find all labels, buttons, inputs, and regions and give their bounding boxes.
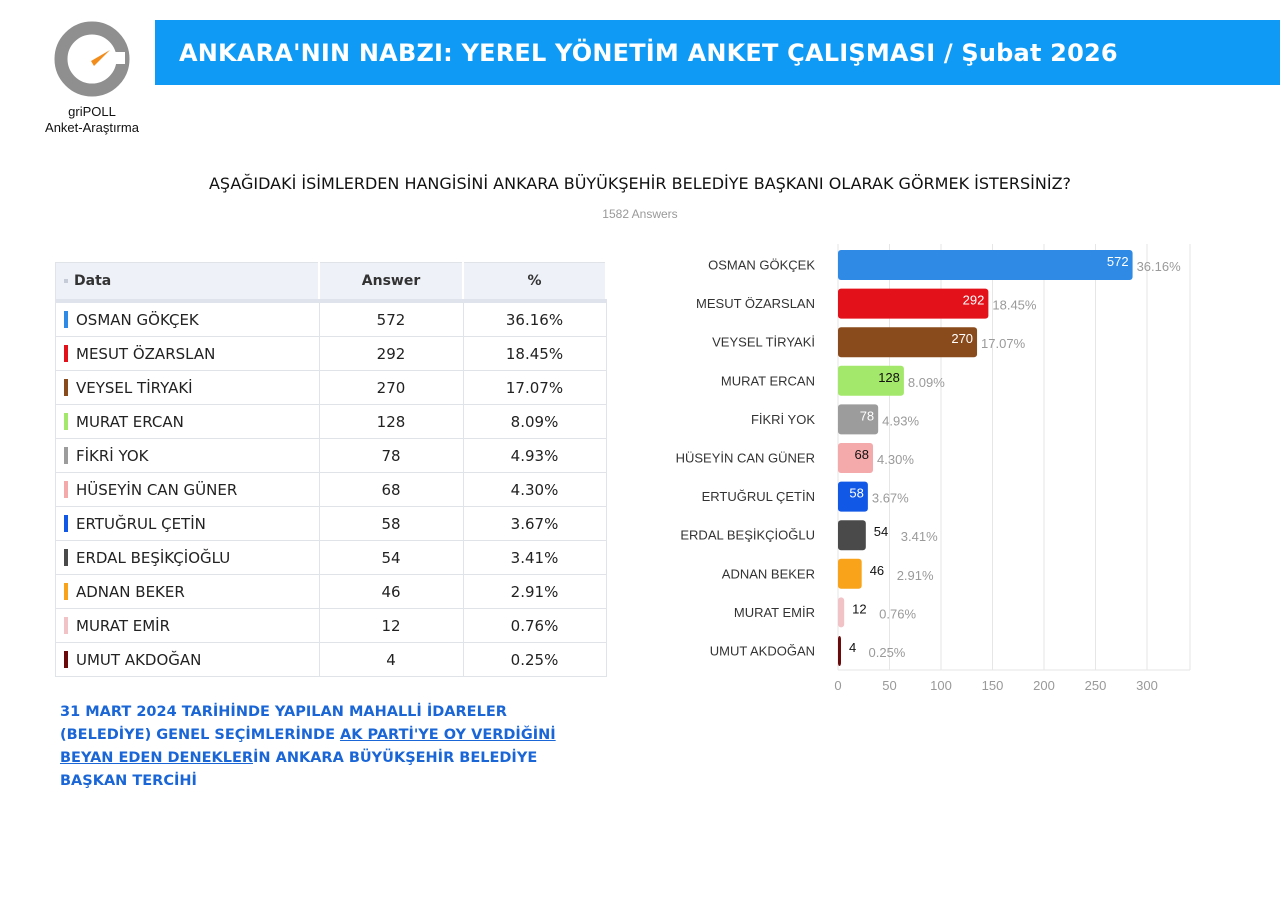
row-name: OSMAN GÖKÇEK	[76, 310, 199, 329]
x-tick-label: 50	[882, 678, 897, 693]
row-name: ADNAN BEKER	[76, 582, 185, 601]
row-name: HÜSEYİN CAN GÜNER	[76, 480, 238, 499]
row-answer: 128	[319, 405, 463, 439]
row-name: MESUT ÖZARSLAN	[76, 344, 216, 363]
value-label: 572	[1106, 254, 1129, 269]
row-name: UMUT AKDOĞAN	[76, 650, 202, 669]
value-label: 78	[859, 408, 875, 424]
footnote-text-2: İN ANKARA BÜYÜKŞEHİR BELEDİYE BAŞKAN TERCİHİ	[60, 750, 538, 789]
x-tick-label: 250	[1084, 678, 1107, 693]
row-answer: 292	[319, 337, 463, 371]
column-header-percent[interactable]: %	[463, 263, 606, 302]
x-tick-label: 100	[930, 678, 952, 693]
survey-question: AŞAĞIDAKİ İSİMLERDEN HANGİSİNİ ANKARA BÜYÜKŞEHİR BELEDİYE BAŞKANI OLARAK GÖRMEK İSTERSİNİZ?	[208, 174, 1072, 193]
row-name: ERTUĞRUL ÇETİN	[76, 514, 206, 533]
row-answer: 78	[319, 439, 463, 473]
bar	[838, 250, 1133, 280]
row-answer: 58	[319, 507, 463, 541]
brand-name: griPOLL	[68, 104, 116, 119]
row-percent: 36.16%	[463, 301, 606, 337]
percent-label: 4.30%	[877, 452, 914, 467]
row-percent: 3.67%	[463, 507, 606, 541]
percent-label: 3.67%	[871, 490, 909, 506]
percent-label: 18.45%	[992, 297, 1037, 313]
bar	[838, 520, 866, 550]
row-answer: 68	[319, 473, 463, 507]
row-name: ERDAL BEŞİKÇİOĞLU	[76, 548, 231, 567]
category-label: MURAT EMİR	[733, 604, 815, 620]
row-percent: 17.07%	[463, 371, 606, 405]
value-label: 4	[849, 640, 857, 655]
row-name: VEYSEL TİRYAKİ	[76, 378, 193, 397]
x-tick-label: 0	[834, 678, 842, 693]
value-label: 58	[849, 485, 864, 501]
brand-tagline: Anket-Araştırma	[45, 120, 139, 135]
row-answer: 4	[319, 643, 463, 677]
footnote-link[interactable]: AK PARTİ'YE OY VERDİĞİNİ BEYAN EDEN DENEKLER	[60, 727, 556, 766]
x-tick-label: 150	[981, 678, 1004, 693]
category-label: ERTUĞRUL ÇETİN	[701, 489, 815, 505]
category-label: MESUT ÖZARSLAN	[696, 296, 815, 312]
column-header-data[interactable]: Data	[56, 263, 320, 302]
value-label: 68	[854, 447, 870, 462]
row-answer: 54	[319, 541, 463, 575]
category-label: VEYSEL TİRYAKİ	[712, 334, 815, 350]
bar	[838, 597, 844, 627]
category-label: ADNAN BEKER	[721, 566, 815, 582]
footnote-text-1: 31 MART 2024 TARİHİNDE YAPILAN MAHALLİ İDARELER (BELEDİYE) GENEL SEÇİMLERİNDE	[60, 704, 507, 743]
category-label: HÜSEYİN CAN GÜNER	[675, 450, 815, 466]
value-label: 128	[878, 369, 900, 385]
row-name: FİKRİ YOK	[76, 446, 149, 465]
value-label: 270	[951, 331, 974, 347]
value-label: 54	[873, 524, 889, 540]
percent-label: 4.93%	[882, 413, 920, 429]
row-percent: 0.76%	[463, 609, 606, 643]
row-percent: 4.93%	[463, 439, 606, 473]
column-header-answer[interactable]: Answer	[319, 263, 463, 302]
percent-label: 17.07%	[981, 336, 1026, 352]
value-label: 292	[962, 292, 985, 308]
category-label: ERDAL BEŞİKÇİOĞLU	[680, 527, 815, 543]
percent-label: 0.76%	[879, 606, 917, 622]
value-label: 46	[869, 562, 885, 578]
row-name: MURAT EMİR	[76, 616, 171, 635]
percent-label: 3.41%	[900, 529, 938, 545]
row-name: MURAT ERCAN	[76, 412, 184, 431]
x-tick-label: 300	[1136, 678, 1158, 693]
row-percent: 3.41%	[463, 541, 606, 575]
row-percent: 0.25%	[463, 643, 606, 677]
percent-label: 2.91%	[896, 567, 934, 583]
row-percent: 8.09%	[463, 405, 606, 439]
row-percent: 4.30%	[463, 473, 606, 507]
row-answer: 12	[319, 609, 463, 643]
category-label: FİKRİ YOK	[750, 411, 815, 427]
x-tick-label: 200	[1033, 678, 1055, 693]
page-title: ANKARA'NIN NABZI: YEREL YÖNETİM ANKET ÇALIŞMASI / Şubat 2026	[179, 38, 1118, 67]
row-answer: 46	[319, 575, 463, 609]
bar	[838, 559, 862, 589]
row-percent: 18.45%	[463, 337, 606, 371]
bar	[838, 636, 841, 666]
row-answer: 572	[319, 301, 463, 337]
percent-label: 8.09%	[907, 374, 945, 390]
category-label: MURAT ERCAN	[720, 373, 815, 389]
category-label: OSMAN GÖKÇEK	[708, 257, 815, 273]
percent-label: 36.16%	[1136, 259, 1181, 274]
row-answer: 270	[319, 371, 463, 405]
percent-label: 0.25%	[868, 645, 906, 660]
row-percent: 2.91%	[463, 575, 606, 609]
value-label: 12	[852, 601, 867, 617]
answers-count: 1582 Answers	[602, 207, 678, 221]
category-label: UMUT AKDOĞAN	[709, 643, 815, 659]
